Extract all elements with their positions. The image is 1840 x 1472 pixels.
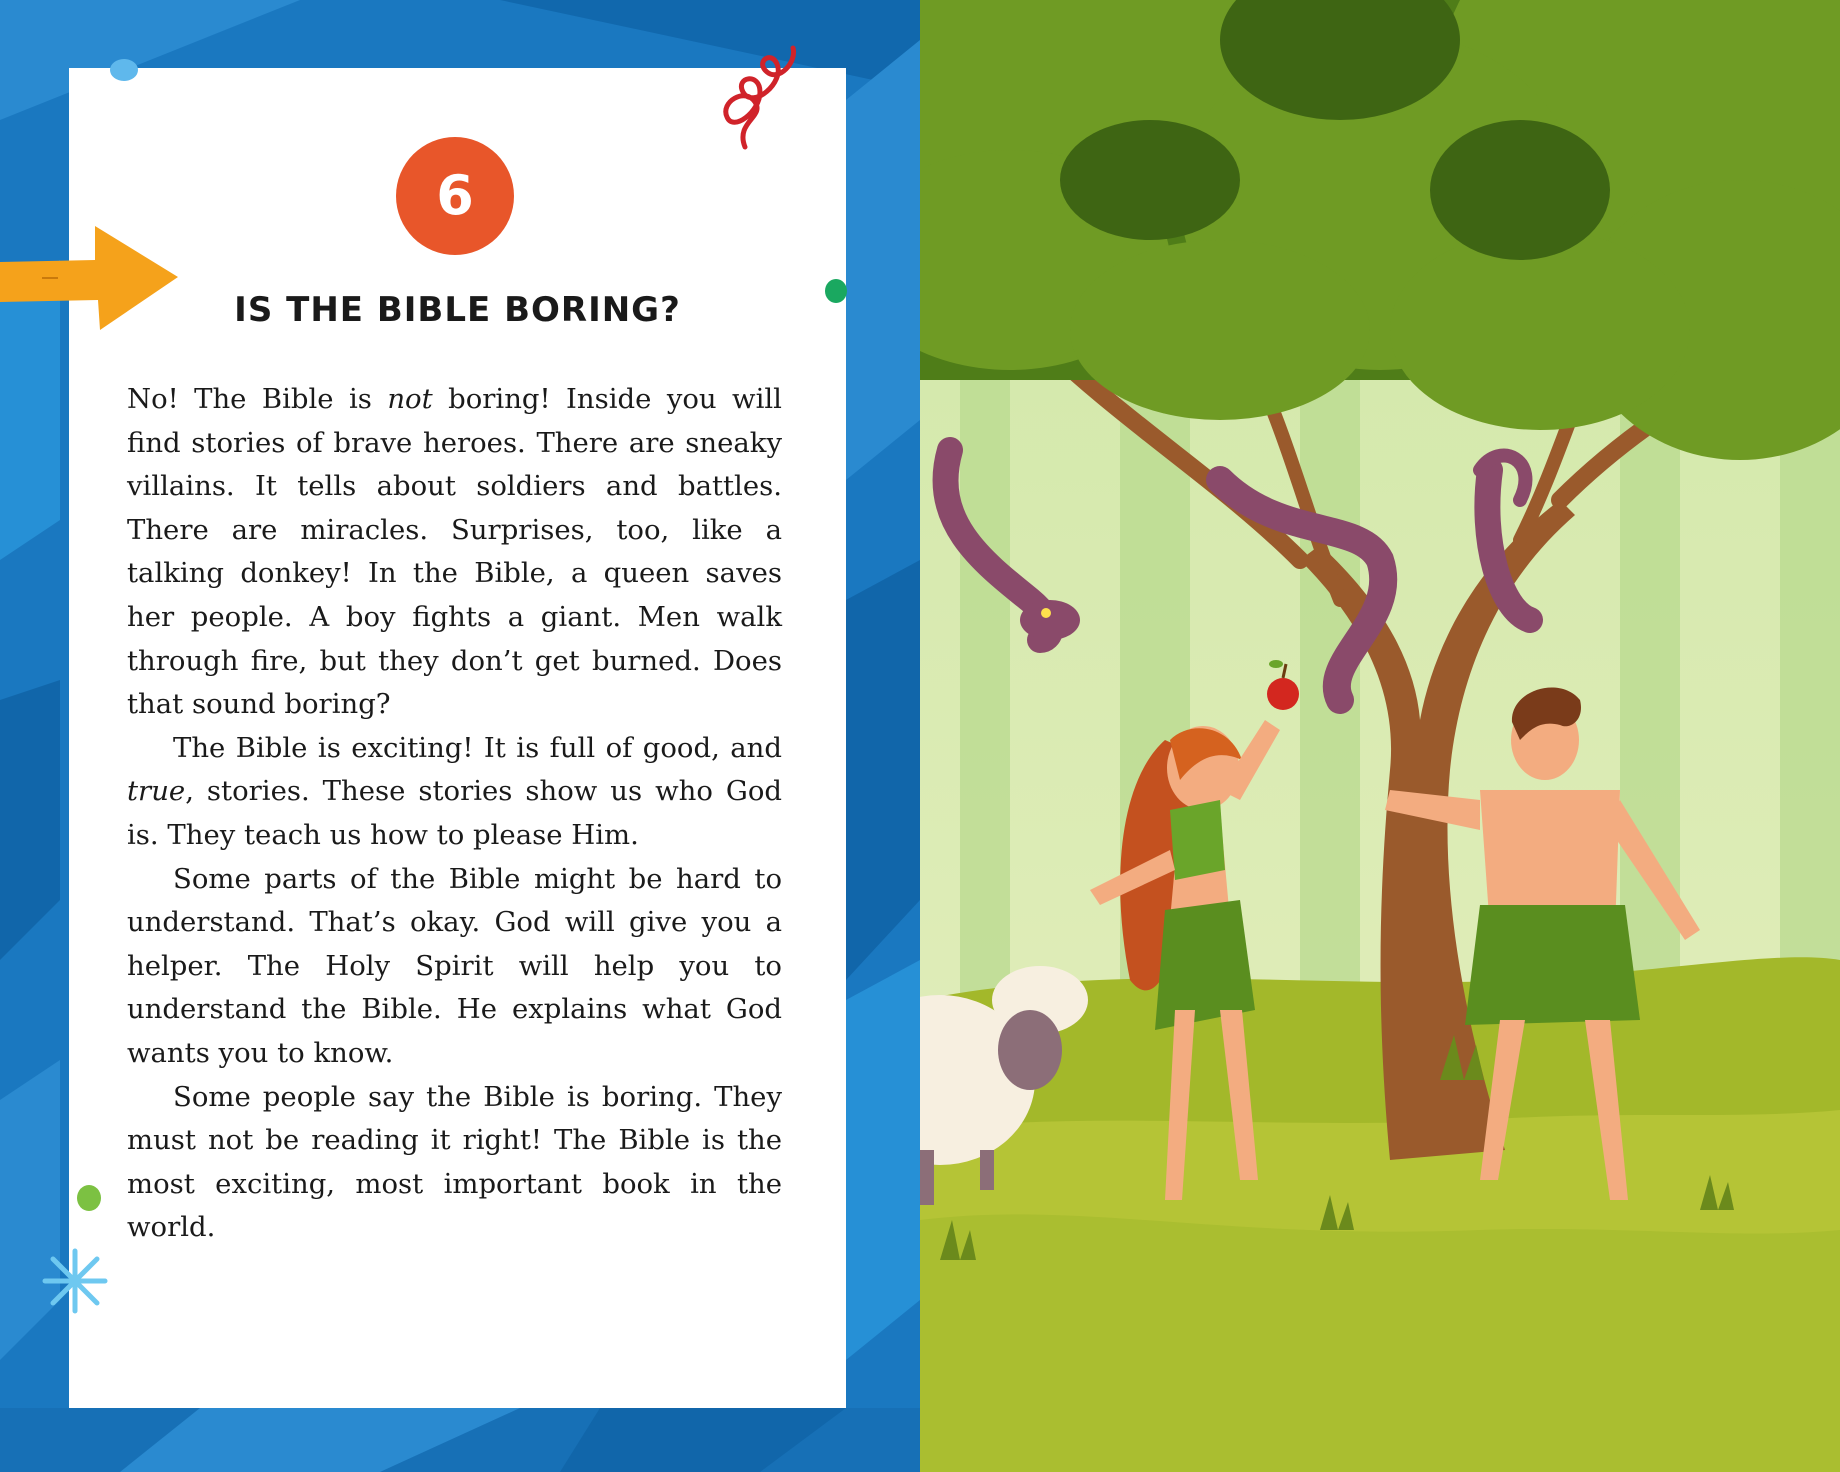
garden-illustration: [920, 0, 1840, 1472]
chapter-number-badge: 6: [396, 137, 514, 255]
right-page: [920, 0, 1840, 1472]
paragraph-text: boring! Inside you will find stories of brave heroes. There are sneaky villains. It tells about soldiers and battles. There are miracles. Surprises, too, like a talking donkey! In the Bible, a queen saves her people. A boy fights a giant. Men walk through fire, but they don’t get burned. Does that sound boring?: [127, 383, 782, 721]
emphasis-text: not: [387, 383, 433, 415]
paragraph-text: , stories. These stories show us who God is. They teach us how to please Him.: [127, 775, 782, 851]
lime-dot-icon: [74, 1182, 104, 1214]
emphasis-text: true: [127, 775, 186, 808]
chapter-card: [69, 68, 846, 1408]
chapter-title: IS THE BIBLE BORING?: [234, 290, 681, 330]
arrow-icon: [0, 222, 180, 332]
blue-dot-icon: [107, 55, 141, 85]
paragraph: Some people say the Bible is boring. They must not be reading it right! The Bible is the most exciting, most important book in the world.: [127, 1080, 782, 1244]
paragraph: [127, 727, 782, 858]
paragraph: Some parts of the Bible might be hard to understand. That’s okay. God will give you a helper. The Holy Spirit will help you to understand the Bible. He explains what God wants you to know.: [127, 862, 782, 1069]
paragraph: [127, 378, 782, 727]
paragraph-text: The Bible is exciting! It is full of good, and: [173, 731, 782, 764]
sparkle-icon: [40, 1246, 110, 1316]
chapter-body: [127, 378, 782, 1250]
squiggle-icon: [715, 42, 805, 152]
green-dot-icon: [822, 276, 850, 306]
paragraph-text: No! The Bible is: [127, 383, 388, 415]
